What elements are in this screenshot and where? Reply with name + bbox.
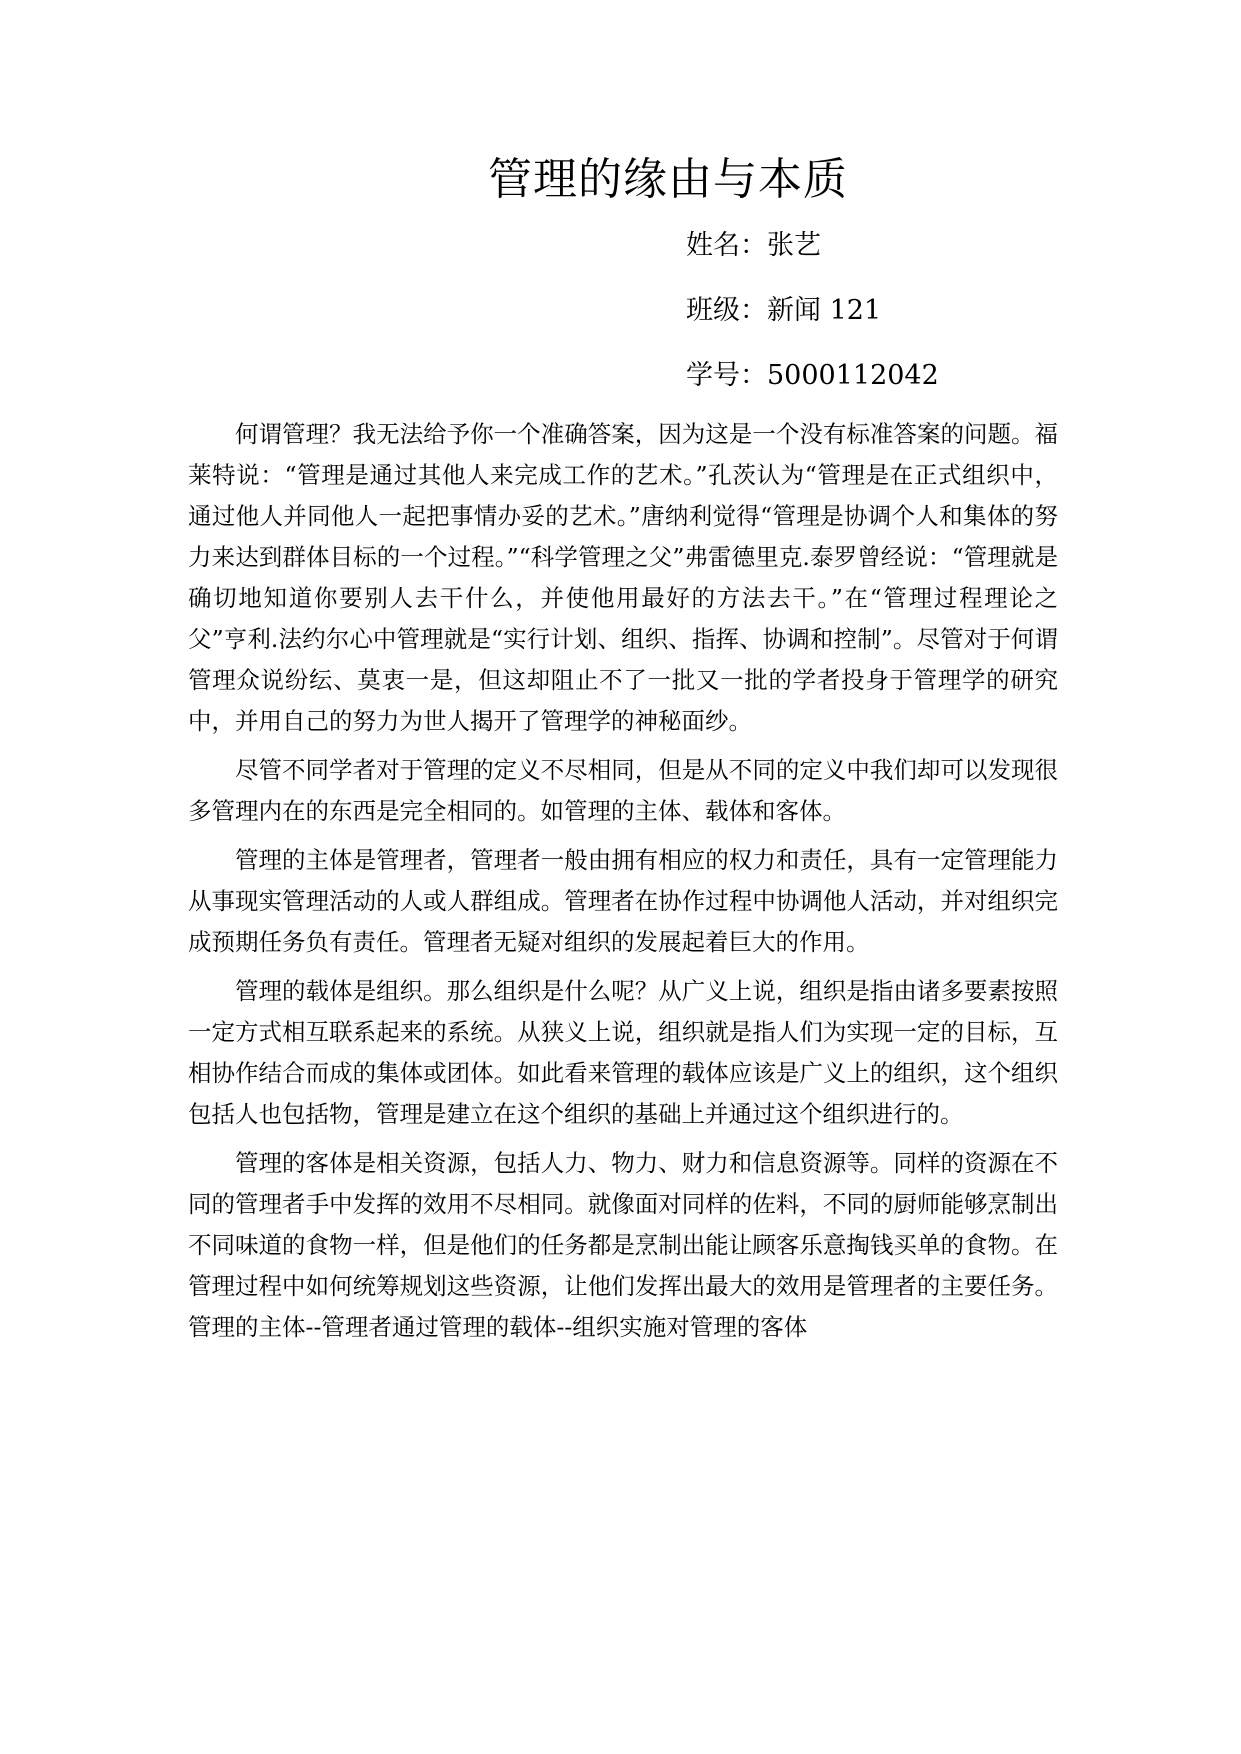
paragraph-common-elements: 尽管不同学者对于管理的定义不尽相同，但是从不同的定义中我们却可以发现很多管理内在的东西是完全相同的。如管理的主体、载体和客体。 — [188, 756, 1058, 825]
document-body — [188, 414, 1058, 1356]
author-class: 班级：新闻 121 — [686, 295, 882, 326]
author-student-id: 学号：5000112042 — [686, 360, 939, 391]
paragraph-management-object: 管理的客体是相关资源，包括人力、物力、财力和信息资源等。同样的资源在不同的管理者手中发挥的效用不尽相同。就像面对同样的佐料，不同的厨师能够烹制出不同味道的食物一样，但是他们的任务都是烹制出能让顾客乐意掏钱买单的食物。在管理过程中如何统筹规划这些资源，让他们发挥出最大的效用是管理者的主要任务。管理的主体--管理者通过管理的载体--组织实施对管理的客体 — [188, 1149, 1058, 1341]
author-info — [686, 226, 939, 421]
paragraph-definitions: 何谓管理？我无法给予你一个准确答案，因为这是一个没有标准答案的问题。福莱特说：“管理是通过其他人来完成工作的艺术。”孔茨认为“管理是在正式组织中，通过他人并同他人一起把事情办妥的艺术。”唐纳利觉得“管理是协调个人和集体的努力来达到群体目标的一个过程。”“科学管理之父”弗雷德里克.泰罗曾经说：“管理就是确切地知道你要别人去干什么，并使他用最好的方法去干。”在“管理过程理论之父”亨利.法约尔心中管理就是“实行计划、组织、指挥、协调和控制”。尽管对于何谓管理众说纷纭、莫衷一是，但这却阻止不了一批又一批的学者投身于管理学的研究中，并用自己的努力为世人揭开了管理学的神秘面纱。 — [188, 420, 1058, 735]
author-name: 姓名：张艺 — [686, 230, 821, 261]
paragraph-management-subject: 管理的主体是管理者，管理者一般由拥有相应的权力和责任，具有一定管理能力从事现实管理活动的人或人群组成。管理者在协作过程中协调他人活动，并对组织完成预期任务负有责任。管理者无疑对组织的发展起着巨大的作用。 — [188, 846, 1058, 956]
paragraph-management-carrier: 管理的载体是组织。那么组织是什么呢？从广义上说，组织是指由诸多要素按照一定方式相互联系起来的系统。从狭义上说，组织就是指人们为实现一定的目标，互相协作结合而成的集体或团体。如此看来管理的载体应该是广义上的组织，这个组织包括人也包括物，管理是建立在这个组织的基础上并通过这个组织进行的。 — [188, 977, 1058, 1128]
document-title: 管理的缘由与本质 — [488, 154, 848, 205]
